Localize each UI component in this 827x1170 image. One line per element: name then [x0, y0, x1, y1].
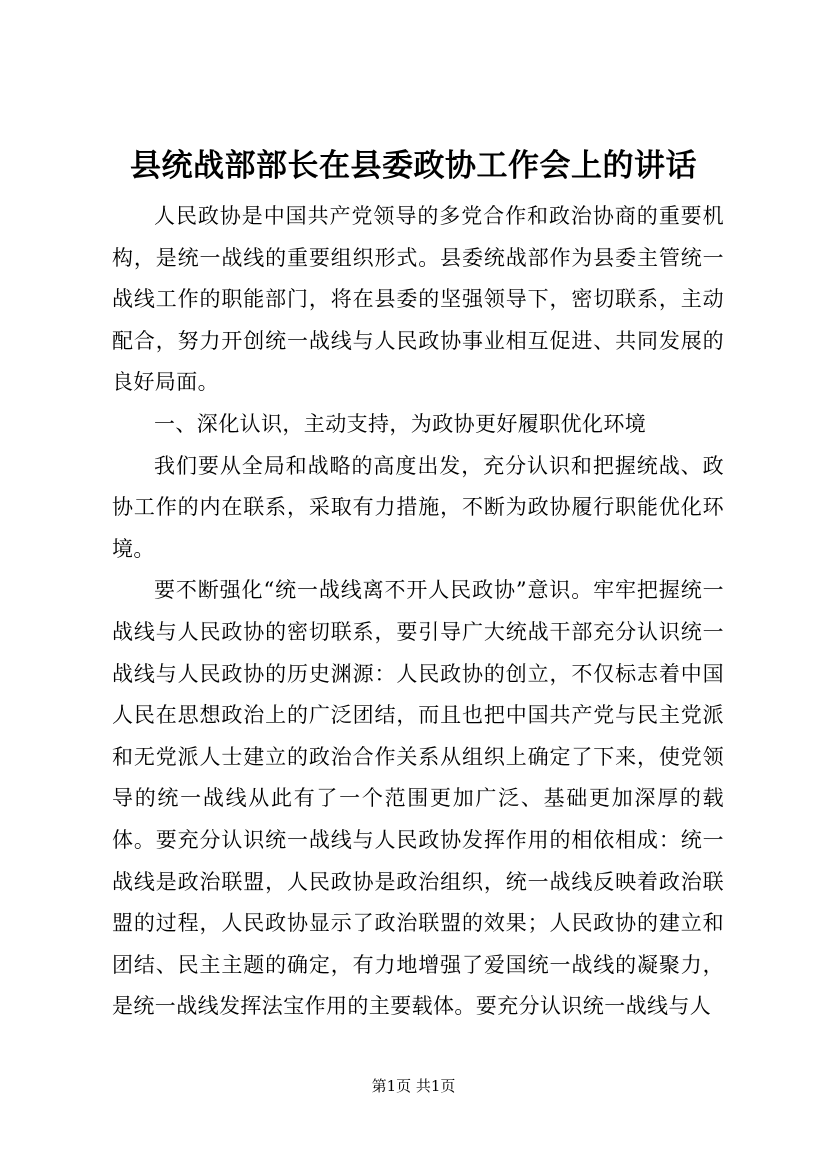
paragraph-awareness: 要不断强化“统一战线离不开人民政协”意识。牢牢把握统一战线与人民政协的密切联系，要引导广大统战干部充分认识统一战线与人民政协的历史渊源：人民政协的创立，不仅标志着中国人民在思想政治上的广泛团结，而且也把中国共产党与民主党派和无党派人士建立的政治合作关系从组织上确定了下来，使党领导的统一战线从此有了一个范围更加广泛、基础更加深厚的载体。要充分认识统一战线与人民政协发挥作用的相依相成：统一战线是政治联盟，人民政协是政治组织，统一战线反映着政治联盟的过程，人民政协显示了政治联盟的效果；人民政协的建立和团结、民主主题的确定，有力地增强了爱国统一战线的凝聚力，是统一战线发挥法宝作用的主要载体。要充分认识统一战线与人: [112, 578, 724, 1019]
section-heading-1: 一、深化认识，主动支持，为政协更好履职优化环境: [154, 411, 647, 436]
document-body: [112, 196, 724, 1028]
paragraph-overview: 我们要从全局和战略的高度出发，充分认识和把握统战、政协工作的内在联系，采取有力措施，不断为政协履行职能优化环境。: [112, 453, 724, 561]
page-number-label: 第1页 共1页: [371, 1077, 456, 1095]
document-title: 县统战部部长在县委政协工作会上的讲话: [130, 148, 697, 184]
page-footer: [0, 1076, 827, 1096]
paragraph-intro: 人民政协是中国共产党领导的多党合作和政治协商的重要机构，是统一战线的重要组织形式。县委统战部作为县委主管统一战线工作的职能部门，将在县委的坚强领导下，密切联系，主动配合，努力开创统一战线与人民政协事业相互促进、共同发展的良好局面。: [112, 204, 724, 395]
